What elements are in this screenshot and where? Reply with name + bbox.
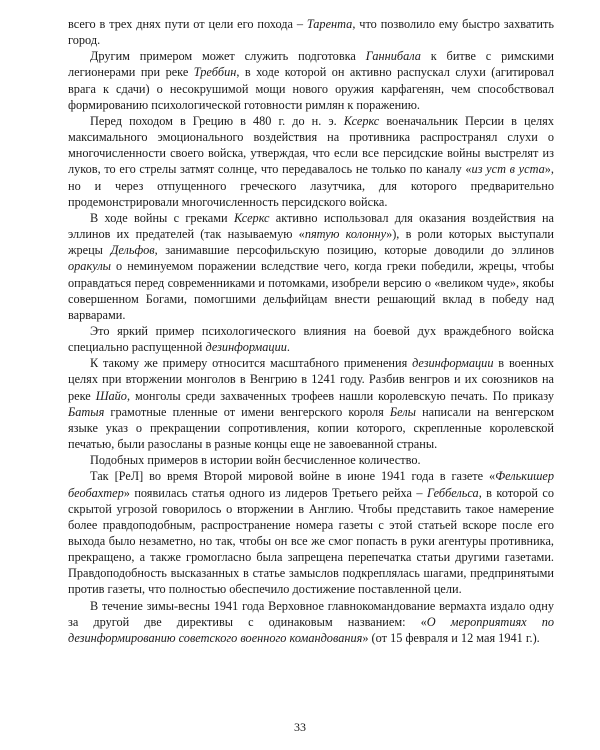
text-run: Перед походом в Грецию в 480 г. до н. э. (90, 113, 344, 128)
page-number: 33 (294, 720, 306, 734)
paragraph (68, 598, 554, 646)
text-run: что позволило ему быстро захватить город. (68, 17, 554, 48)
text-run: В ходе войны с греками (90, 210, 234, 225)
text-run: Так [РеЛ] во время Второй мировой войне в июне 1941 года в газете « (90, 469, 496, 484)
italic-text: Фелькишер беобахтер (68, 469, 554, 500)
text-run: грамотные пленные от имени венгерского короля (104, 404, 390, 419)
text-run: , в ходе которой он активно распускал слухи (агитировал врага к сдачи) о несокрушимой мощи нового оружия карфагенян, чем способствовал формированию психологической готовности римлян к поражению. (68, 65, 555, 112)
text-run: военачальник Персии в целях максимального эмоционального воздействия на противника распространял слухи о многочисленности своего войска, утверждая, что если все персидские войны выстрелят из луков, то его стрелы затмят солнце, что передавалось не только по каналу « (68, 113, 554, 177)
text-run: , монголы среди захваченных трофеев нашли королевскую печать. По приказу (126, 388, 554, 403)
italic-text: Дельфов (110, 243, 155, 258)
text-run: Другим примером может служить подготовка (90, 49, 366, 64)
italic-text: из уст в уста (471, 162, 545, 177)
text-run: активно использовал для оказания воздействия на эллинов их предателей (так называемую « (68, 210, 554, 242)
italic-text: дезинформации (412, 356, 494, 371)
italic-text: Белы (389, 404, 417, 419)
text-run: »), в роли которых выступали жрецы (68, 227, 554, 258)
text-run: . (286, 340, 290, 355)
paragraph (68, 16, 554, 48)
paragraph (68, 113, 554, 210)
paragraph (68, 355, 554, 452)
italic-text: пятую колонну (304, 227, 387, 242)
text-run: к битве с римскими легионерами при реке (68, 49, 554, 80)
text-run: », но и через отпущенного греческого лазутчика, для которого предварительно продемонстрировали многочисленность персидского войска. (68, 162, 554, 209)
text-run: » появилась статья одного из лидеров Третьего рейха – (123, 485, 427, 500)
text-run: написали на венгерском языке указ о прекращении сопротивления, копии которого, скрепленные королевской печатью, были разосланы в разные концы еще не завоеванной страны. (68, 404, 554, 452)
paragraph (68, 323, 554, 355)
paragraph (68, 468, 554, 597)
text-run: , занимавшие персофильскую позицию, которые доводили до эллинов (154, 243, 554, 258)
italic-text: Ксеркс (233, 210, 270, 225)
text-run: Подобных примеров в истории войн бесчисленное количество. (90, 453, 421, 468)
italic-text: Ксеркс (343, 113, 380, 128)
text-run: К такому же примеру относится масштабного применения (90, 356, 413, 371)
body-text (68, 16, 554, 646)
italic-text: Шайо (95, 388, 127, 403)
text-run: В течение зимы-весны 1941 года Верховное главнокомандование вермахта издало одну за другой две директивы с одинаковым названием: « (68, 598, 554, 629)
italic-text: Тарента, (306, 17, 356, 31)
paragraph (68, 48, 554, 113)
text-run: , в которой со скрытой угрозой говорилось о вторжении в Англию. Чтобы представить такое намерение более правдоподобным, распространение номера газеты с этой статьей вскоре после его выхода было незаметно, но так, чтобы он все же смог попасть в руки агентуры противника, прекращено, а также громогласно была запрещена перепечатка статьи другими газетами. Правдоподобность высказанных в статье замыслов подкреплялась шагами, предпринятыми против газеты, что полностью обеспечило достижение поставленной цели. (68, 485, 554, 597)
italic-text: Геббельса (426, 485, 479, 500)
italic-text: Батыя (68, 404, 105, 419)
italic-text: дезинформации (205, 340, 287, 355)
text-run: Это яркий пример психологического влияния на боевой дух враждебного войска специально распущенной (68, 323, 554, 355)
text-run: в военных целях при вторжении монголов в Венгрию в 1241 году. Разбив венгров и их союзников на реке (68, 356, 554, 403)
paragraph (68, 452, 554, 468)
text-run: всего в трех днях пути от цели его похода – (68, 17, 307, 31)
text-run: » (от 15 февраля и 12 мая 1941 г.). (362, 630, 540, 645)
italic-text: О мероприятиях по дезинформированию советского военного командования (68, 614, 554, 645)
text-run: о неминуемом поражении вследствие чего, когда греки победили, жрецы, чтобы оправдаться перед современниками и потомками, изобрели версию о «великом чуде», якобы совершенном Богами, помогшими дельфийцам внести решающий вклад в победу над варварами. (68, 259, 554, 322)
paragraph (68, 210, 554, 323)
italic-text: Треббин (193, 65, 237, 80)
italic-text: Ганнибала (365, 49, 421, 64)
italic-text: оракулы (68, 259, 112, 274)
